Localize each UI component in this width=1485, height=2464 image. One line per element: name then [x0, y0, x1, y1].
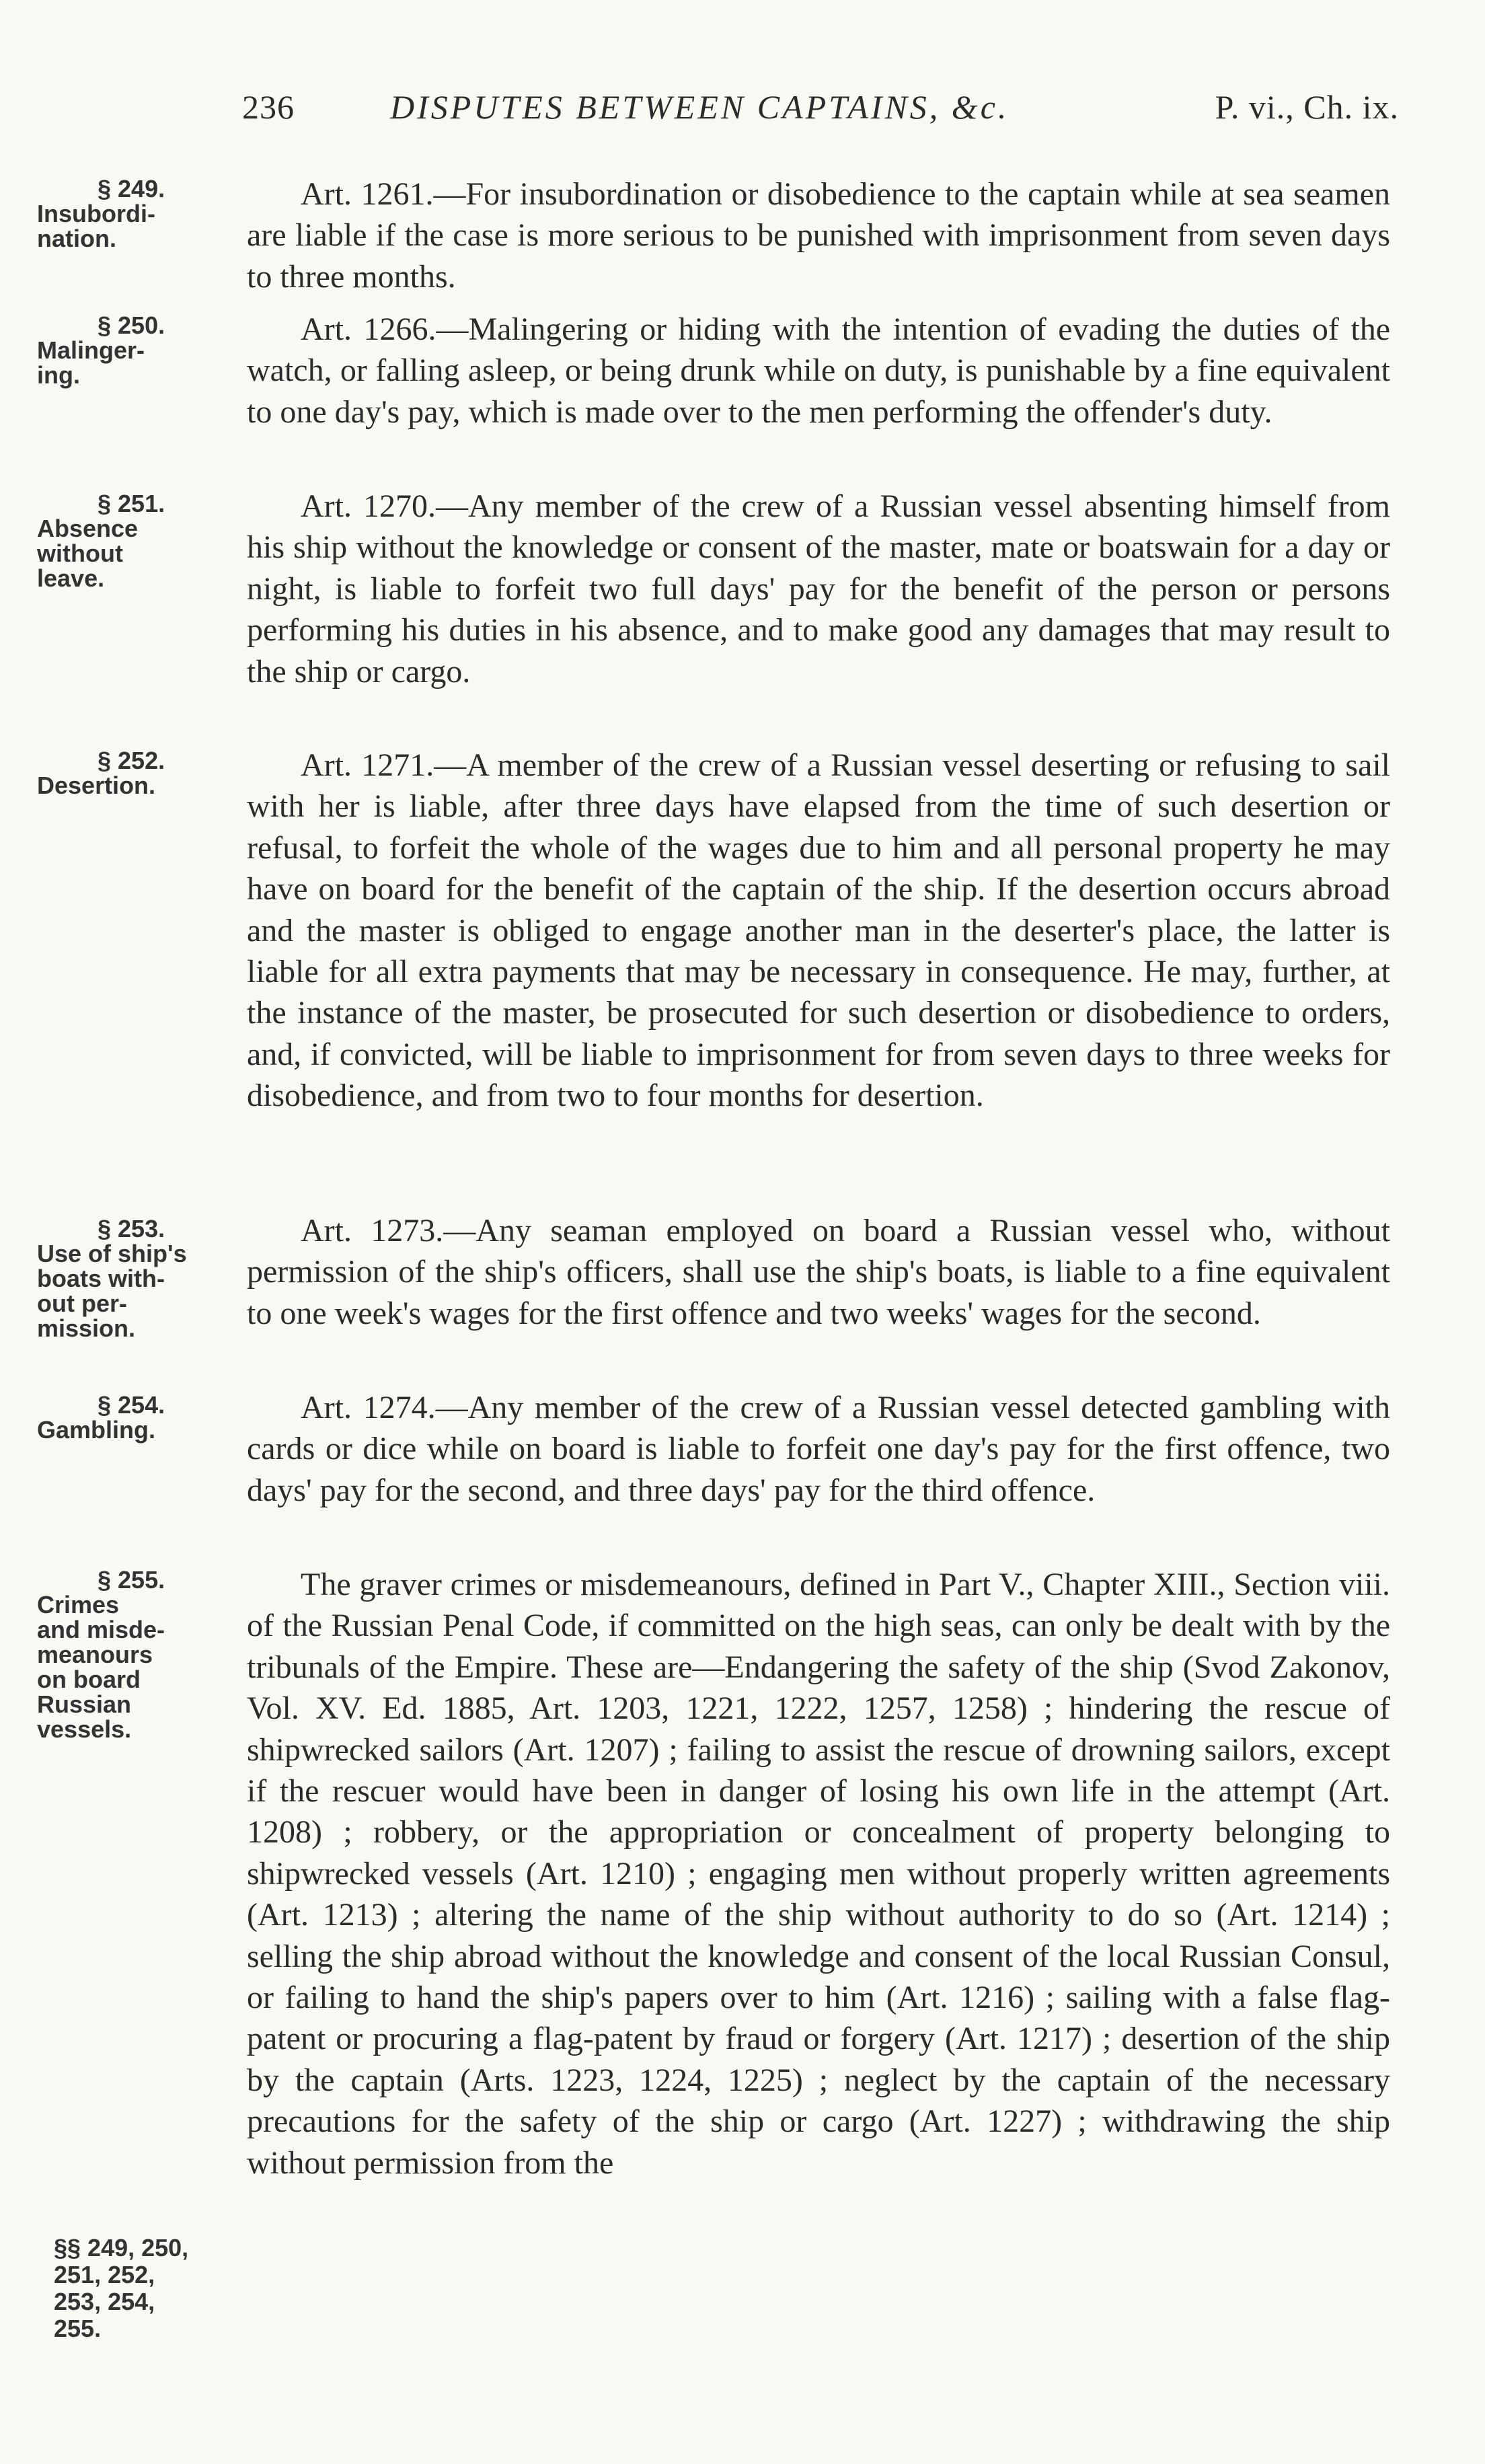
article-text: Art. 1270.—Any member of the crew of a Russian vessel absenting himself from his ship without the knowledge or consent of the master, mate or boatswain for a day or night, is liable to forfeit two full days' pay for the benefit of the person or persons performing his duties in his absence, and to make good any damages that may result to the ship or cargo.: [247, 488, 1390, 689]
sidenote-249: [37, 176, 239, 251]
article-text: The graver crimes or misdemeanours, defined in Part V., Chapter XIII., Section viii. of the Russian Penal Code, if committed on the high seas, can only be dealt with by the tribunals of the Empire. These are—Endangering the safety of the ship (Svod Zakonov, Vol. XV. Ed. 1885, Art. 1203, 1221, 1222, 1257, 1258) ; hindering the rescue of shipwrecked sailors (Art. 1207) ; failing to assist the rescue of drowning sailors, except if the rescuer would have been in danger of losing his own life in the attempt (Art. 1208) ; robbery, or the appropriation or concealment of property belonging to shipwrecked vessels (Art. 1210) ; engaging men without properly written agreements (Art. 1213) ; altering the name of the ship without authority to do so (Art. 1214) ; selling the ship abroad without the knowledge and consent of the local Russian Consul, or failing to hand the ship's papers over to him (Art. 1216) ; sailing with a false flag-patent or procuring a flag-patent by fraud or forgery (Art. 1217) ; desertion of the ship by the captain (Arts. 1223, 1224, 1225) ; neglect by the captain of the necessary precautions for the safety of the ship or cargo (Art. 1227) ; withdrawing the ship without permission from the: [247, 1567, 1390, 2181]
running-header: [242, 87, 1399, 135]
article-text: Art. 1261.—For insubordination or disobedience to the captain while at sea seamen are liable if the case is more serious to be punished with imprisonment from seven days to three months.: [247, 176, 1390, 295]
sidenote-label: Absence without leave.: [37, 515, 139, 592]
article-text: Art. 1273.—Any seaman employed on board a Russian vessel who, without permission of the ship's officers, shall use the ship's boats, is liable to a fine equivalent to one week's wages for the first offence and two weeks' wages for the second.: [247, 1213, 1390, 1331]
page-number: 236: [242, 88, 295, 126]
sidenote-254: [37, 1392, 239, 1442]
sidenote-label: Use of ship's boats with- out per- mission.: [37, 1240, 187, 1342]
section-number: § 254.: [98, 1391, 165, 1419]
part-chapter: P. vi., Ch. ix.: [1215, 88, 1399, 126]
article-1261: [247, 174, 1390, 297]
sidenote-253: [37, 1216, 239, 1341]
section-reference-note: §§ 249, 250, 251, 252, 253, 254, 255.: [54, 2234, 189, 2342]
section-number: § 252.: [98, 747, 165, 774]
section-number: § 250.: [98, 311, 165, 339]
sidenote-255: [37, 1567, 239, 1742]
section-number: § 249.: [98, 175, 165, 202]
sidenote-252: [37, 748, 239, 798]
article-1274: [247, 1387, 1390, 1511]
running-title: DISPUTES BETWEEN CAPTAINS, &c.: [390, 88, 1010, 126]
article-text: Art. 1266.—Malingering or hiding with the intention of evading the duties of the watch, or falling asleep, or being drunk while on duty, is punishable by a fine equivalent to one day's pay, which is made over to the men performing the offender's duty.: [247, 311, 1390, 430]
article-1266: [247, 309, 1390, 433]
sidenote-label: Desertion.: [37, 772, 156, 799]
sidenote-label: Malinger- ing.: [37, 336, 145, 389]
sidenote-250: [37, 313, 239, 387]
section-number: § 253.: [98, 1215, 165, 1242]
article-1271: [247, 745, 1390, 1117]
sidenote-label: Crimes and misde- meanours on board Russian vessels.: [37, 1591, 165, 1743]
article-1273: [247, 1210, 1390, 1334]
section-number: § 251.: [98, 490, 165, 517]
article-text: Art. 1271.—A member of the crew of a Russian vessel deserting or refusing to sail with her is liable, after three days have elapsed from the time of such desertion or refusal, to forfeit the whole of the wages due to him and all personal property he may have on board for the benefit of the captain of the ship. If the desertion occurs abroad and the master is obliged to engage another man in the deserter's place, the latter is liable for all extra payments that may be necessary in consequence. He may, further, at the instance of the master, be prosecuted for such desertion or disobedience to orders, and, if convicted, will be liable to imprisonment for from seven days to three weeks for disobedience, and from two to four months for desertion.: [247, 747, 1390, 1114]
article-1270: [247, 486, 1390, 692]
article-crimes-misdemeanours: [247, 1564, 1390, 2183]
sidenote-label: Insubordi- nation.: [37, 200, 155, 252]
section-number: § 255.: [98, 1566, 165, 1594]
sidenote-251: [37, 491, 239, 591]
article-text: Art. 1274.—Any member of the crew of a Russian vessel detected gambling with cards or dice while on board is liable to forfeit one day's pay for the first offence, two days' pay for the second, and three days' pay for the third offence.: [247, 1390, 1390, 1508]
sidenote-label: Gambling.: [37, 1416, 156, 1444]
